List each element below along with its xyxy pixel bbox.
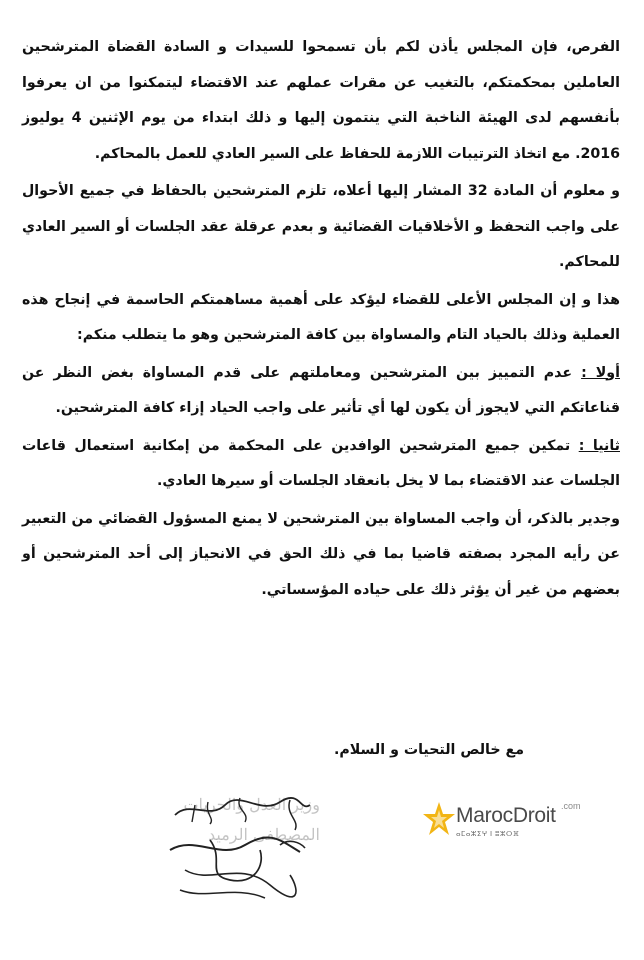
signature-scribble [150,790,320,910]
marocdroit-logo [422,798,592,848]
paragraph-3: هذا و إن المجلس الأعلى للقضاء ليؤكد على أهمية مساهمتكم الحاسمة في إنجاح هذه العملية وذلك بالحياد التام والمساواة بين كافة المترشحين وهو ما يتطلب منكم: [22,291,620,343]
letter-body [22,30,620,608]
logo-tagline: ⴰⵎⴰⵣⵉⵖ ⵏ ⵓⵣⵔⴼ [456,831,520,838]
item-2 [22,429,620,500]
closing-salutation: مع خالص التحيات و السلام. [333,742,524,758]
final-paragraph: وجدير بالذكر، أن واجب المساواة بين المترشحين لا يمنع المسؤول القضائي من التعبير عن رأيه المجرد بصفته قاضيا بما في ذلك الحق في الانحياز إلى أحد المترشحين أو بعضهم من غير أن يؤثر ذلك على حياده المؤسساتي. [22,510,620,598]
item-1 [22,356,620,427]
signature-stamp [150,790,320,910]
signature-line-2: المصطفى الرميد [207,825,320,844]
logo-name: MarocDroit [456,804,556,827]
logo-domain: .com [561,801,581,811]
item-2-text: تمكين جميع المترشحين الوافدين على المحكمة من إمكانية استعمال قاعات الجلسات عند الاقتضاء بما لا يخل بانعقاد الجلسات أو سيرها العادي. [22,437,620,489]
star-icon [422,800,456,840]
item-1-text: عدم التمييز بين المترشحين ومعاملتهم على قدم المساواة بغض النظر عن قناعاتكم التي لايجوز أن يكون لها أي تأثير على واجب الحياد إزاء كافة المترشحين. [22,364,620,416]
item-1-label: أولا : [581,364,620,381]
paragraph-1: الفرص، فإن المجلس يأذن لكم بأن تسمحوا للسيدات و السادة القضاة المترشحين العاملين بمحكمتكم، بالتغيب عن مقرات عملهم عند الاقتضاء ليتمكنوا من ان يعرفوا بأنفسهم لدى الهيئة الناخبة التي ينتمون إليها و ذلك ابتداء من يوم الإثنين 4 يوليوز 2016. مع اتخاذ الترتيبات اللازمة للحفاظ على السير العادي للعمل بالمحاكم. [22,39,620,162]
signature-line-1: وزير العدل والحريات [183,795,320,814]
item-2-label: ثانيا : [578,437,620,454]
paragraph-2: و معلوم أن المادة 32 المشار إليها أعلاه، تلزم المترشحين بالحفاظ في جميع الأحوال على واجب التحفظ و الأخلاقيات القضائية و بعدم عرقلة عقد الجلسات أو السير العادي للمحاكم. [22,183,620,270]
